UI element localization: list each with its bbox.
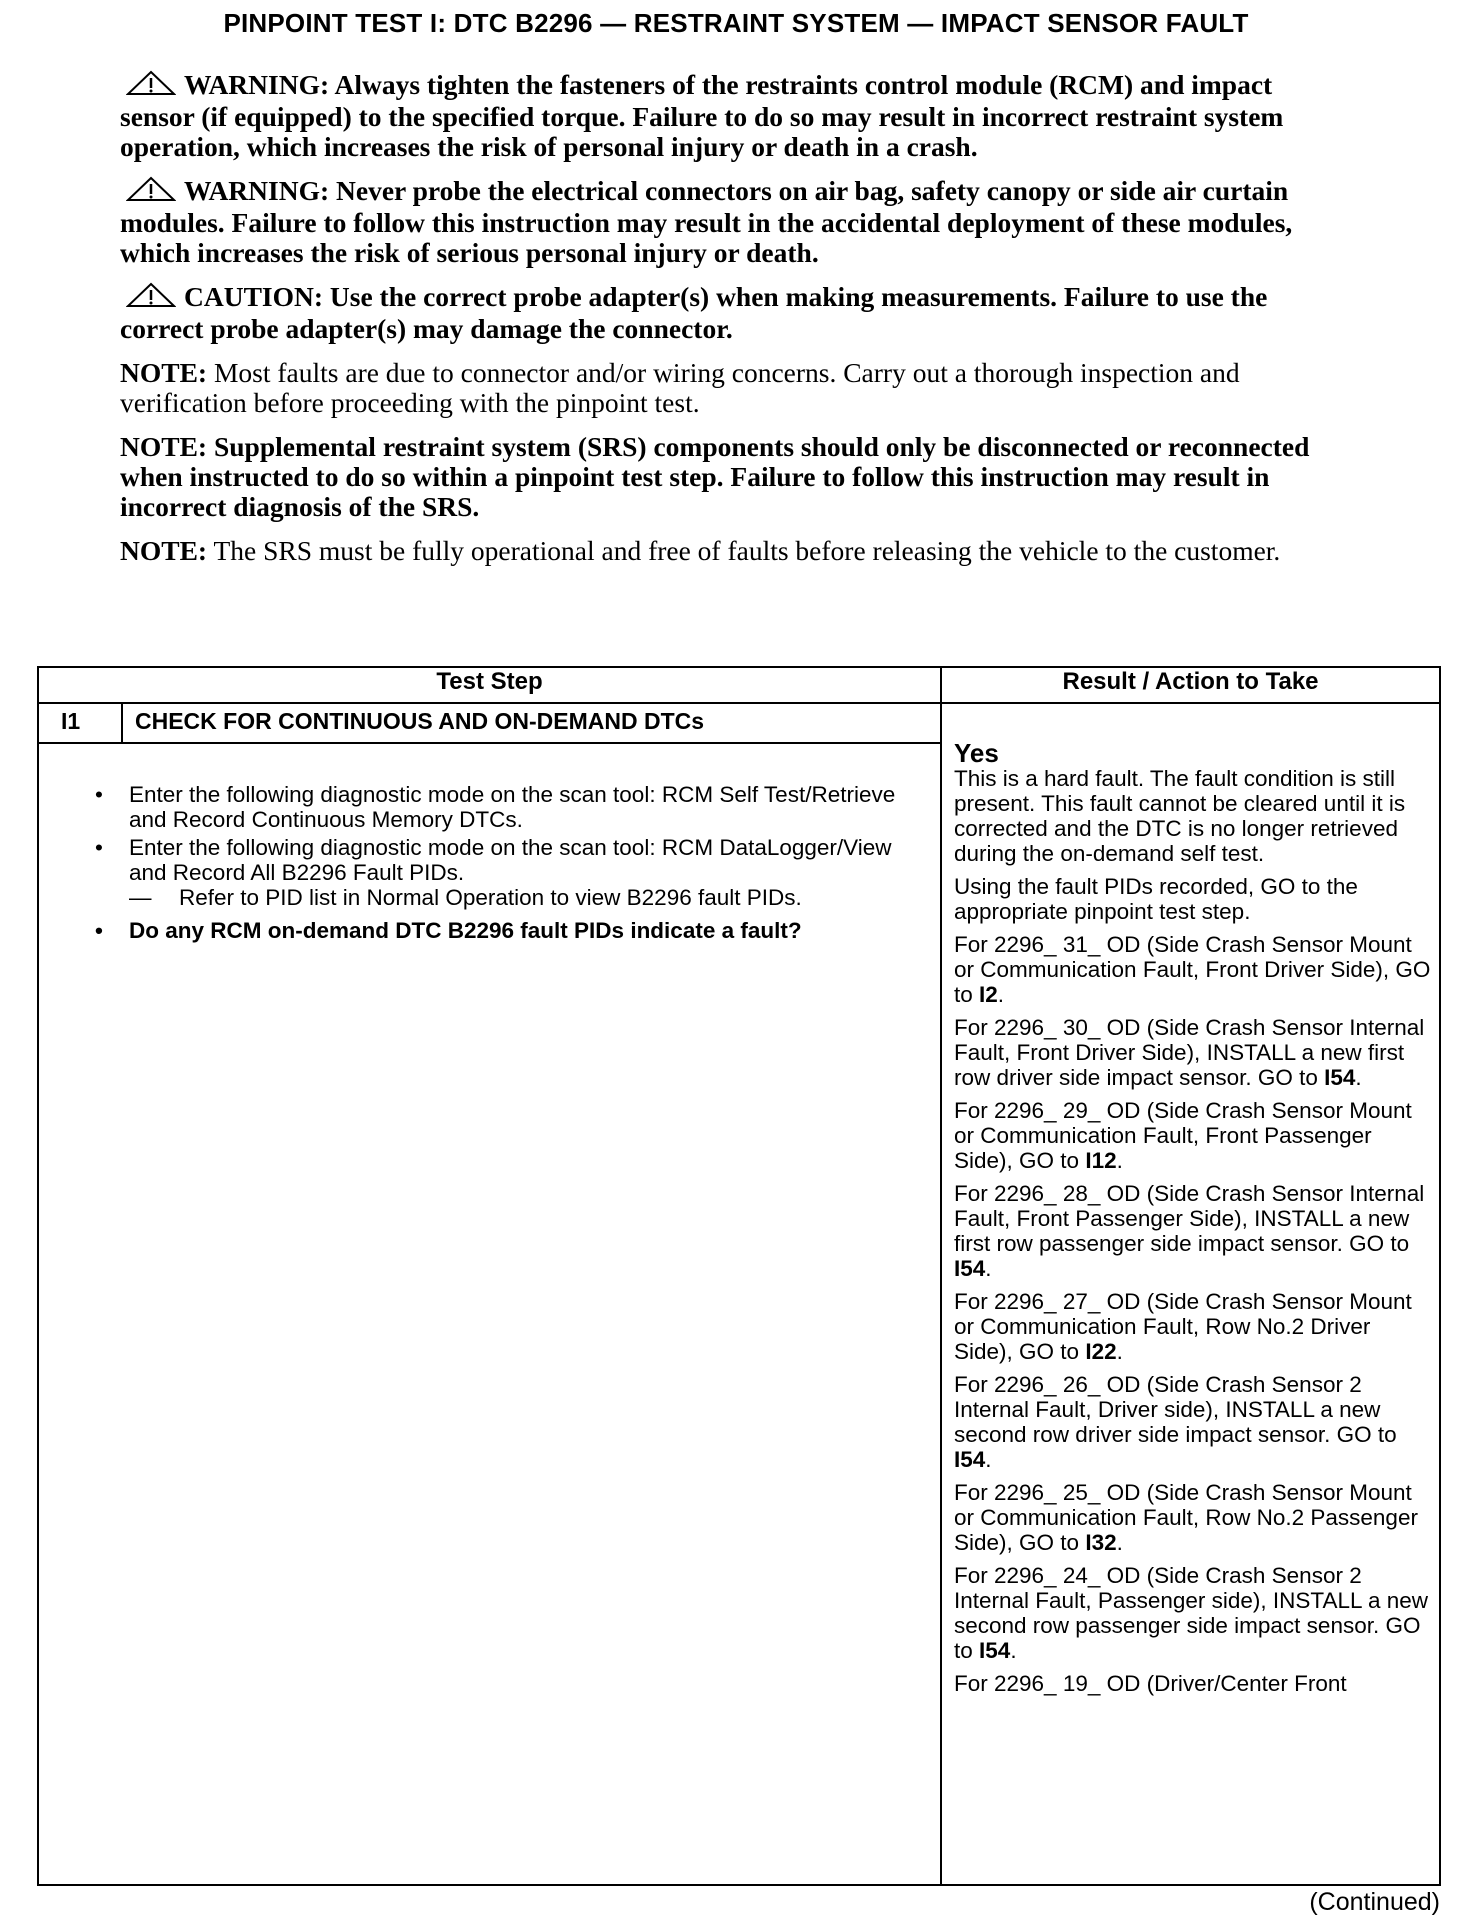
result-yes-label: Yes xyxy=(954,738,999,768)
warning-probe: WARNING: Never probe the electrical connectors on air bag, safety canopy or side air curtain modules. Failure to follow this instruction may result in the accidental deployment of these modules, which increases the risk of serious personal injury or death. xyxy=(120,175,1293,268)
em-dash: — xyxy=(129,885,152,910)
step-title-row xyxy=(38,703,1440,743)
caution-adapter: CAUTION: Use the correct probe adapter(s) when making measurements. Failure to use the correct probe adapter(s) may damage the connector. xyxy=(120,281,1268,344)
sub-item: — Refer to PID list in Normal Operation to view B2296 fault PIDs. xyxy=(129,885,802,910)
step-question: • Do any RCM on-demand DTC B2296 fault PIDs indicate a fault? xyxy=(129,918,900,943)
warning-triangle-icon xyxy=(126,176,176,208)
warning-torque: WARNING: Always tighten the fasteners of the restraints control module (RCM) and impact sensor (if equipped) to the specified torque. Failure to do so may result in incorrect restraint system operation, which increases the risk of personal injury or death in a crash. xyxy=(120,69,1284,162)
page-title: PINPOINT TEST I: DTC B2296 — RESTRAINT SYSTEM — IMPACT SENSOR FAULT xyxy=(223,8,1249,38)
step-link-i22[interactable]: I22 xyxy=(1085,1339,1117,1364)
result-pid-24: For 2296_ 24_ OD (Side Crash Sensor 2 Internal Fault, Passenger side), INSTALL a new second row passenger side impact sensor. GO to I54. xyxy=(954,1563,1428,1663)
step-link-i54[interactable]: I54 xyxy=(1324,1065,1356,1090)
result-pid-26: For 2296_ 26_ OD (Side Crash Sensor 2 Internal Fault, Driver side), INSTALL a new second row driver side impact sensor. GO to I54. xyxy=(954,1372,1397,1472)
continued-label: (Continued) xyxy=(1309,1888,1440,1916)
header-result-action: Result / Action to Take xyxy=(941,667,1440,703)
result-action-cell xyxy=(941,703,1440,1885)
pinpoint-test-table xyxy=(37,666,1441,1886)
result-pid-31: For 2296_ 31_ OD (Side Crash Sensor Mount or Communication Fault, Front Driver Side), GO to I2. xyxy=(954,932,1431,1007)
safety-notes xyxy=(120,70,1350,580)
result-pid-25: For 2296_ 25_ OD (Side Crash Sensor Mount or Communication Fault, Row No.2 Passenger Side), GO to I32. xyxy=(954,1480,1418,1555)
step-link-i54[interactable]: I54 xyxy=(954,1256,986,1281)
caution-triangle-icon xyxy=(126,282,176,314)
note-srs-disconnect: NOTE: Supplemental restraint system (SRS) components should only be disconnected or reconnected when instructed to do so within a pinpoint test step. Failure to follow this instruction may result in incorrect diagnosis of the SRS. xyxy=(120,431,1310,522)
result-pid-19: For 2296_ 19_ OD (Driver/Center Front xyxy=(954,1671,1347,1696)
step-instructions-list xyxy=(39,744,940,943)
step-link-i2[interactable]: I2 xyxy=(979,982,998,1007)
table-header-row xyxy=(38,667,1440,703)
step-link-i54[interactable]: I54 xyxy=(954,1447,986,1472)
step-link-i54[interactable]: I54 xyxy=(979,1638,1011,1663)
result-pid-28: For 2296_ 28_ OD (Side Crash Sensor Internal Fault, Front Passenger Side), INSTALL a new first row passenger side impact sensor. GO to I54. xyxy=(954,1181,1425,1281)
note-srs-operational: NOTE: The SRS must be fully operational and free of faults before releasing the vehicle to the customer. xyxy=(120,535,1281,566)
result-pid-30: For 2296_ 30_ OD (Side Crash Sensor Internal Fault, Front Driver Side), INSTALL a new first row driver side impact sensor. GO to I54. xyxy=(954,1015,1425,1090)
result-pid-27: For 2296_ 27_ OD (Side Crash Sensor Mount or Communication Fault, Row No.2 Driver Side), GO to I22. xyxy=(954,1289,1412,1364)
result-hard-fault: This is a hard fault. The fault condition is still present. This fault cannot be cleared until it is corrected and the DTC is no longer retrieved during the on-demand self test. xyxy=(954,766,1406,866)
step-id: I1 xyxy=(38,703,122,743)
step-instructions-cell xyxy=(38,743,941,1885)
header-test-step: Test Step xyxy=(38,667,941,703)
note-connector-wiring: NOTE: Most faults are due to connector and/or wiring concerns. Carry out a thorough inspection and verification before proceeding with the pinpoint test. xyxy=(120,357,1240,418)
step-link-i12[interactable]: I12 xyxy=(1085,1148,1117,1173)
warning-triangle-icon xyxy=(126,70,176,102)
step-link-i32[interactable]: I32 xyxy=(1085,1530,1117,1555)
result-pid-29: For 2296_ 29_ OD (Side Crash Sensor Mount or Communication Fault, Front Passenger Side), GO to I12. xyxy=(954,1098,1412,1173)
step-name: CHECK FOR CONTINUOUS AND ON-DEMAND DTCs xyxy=(122,703,941,743)
result-go-to-step: Using the fault PIDs recorded, GO to the appropriate pinpoint test step. xyxy=(954,874,1358,924)
list-item: • Enter the following diagnostic mode on the scan tool: RCM DataLogger/View and Record All B2296 Fault PIDs. — Refer to PID list in Normal Operation to view B2296 fault PIDs. xyxy=(129,835,900,910)
list-item: • Enter the following diagnostic mode on the scan tool: RCM Self Test/Retrieve and Record Continuous Memory DTCs. xyxy=(129,782,900,832)
